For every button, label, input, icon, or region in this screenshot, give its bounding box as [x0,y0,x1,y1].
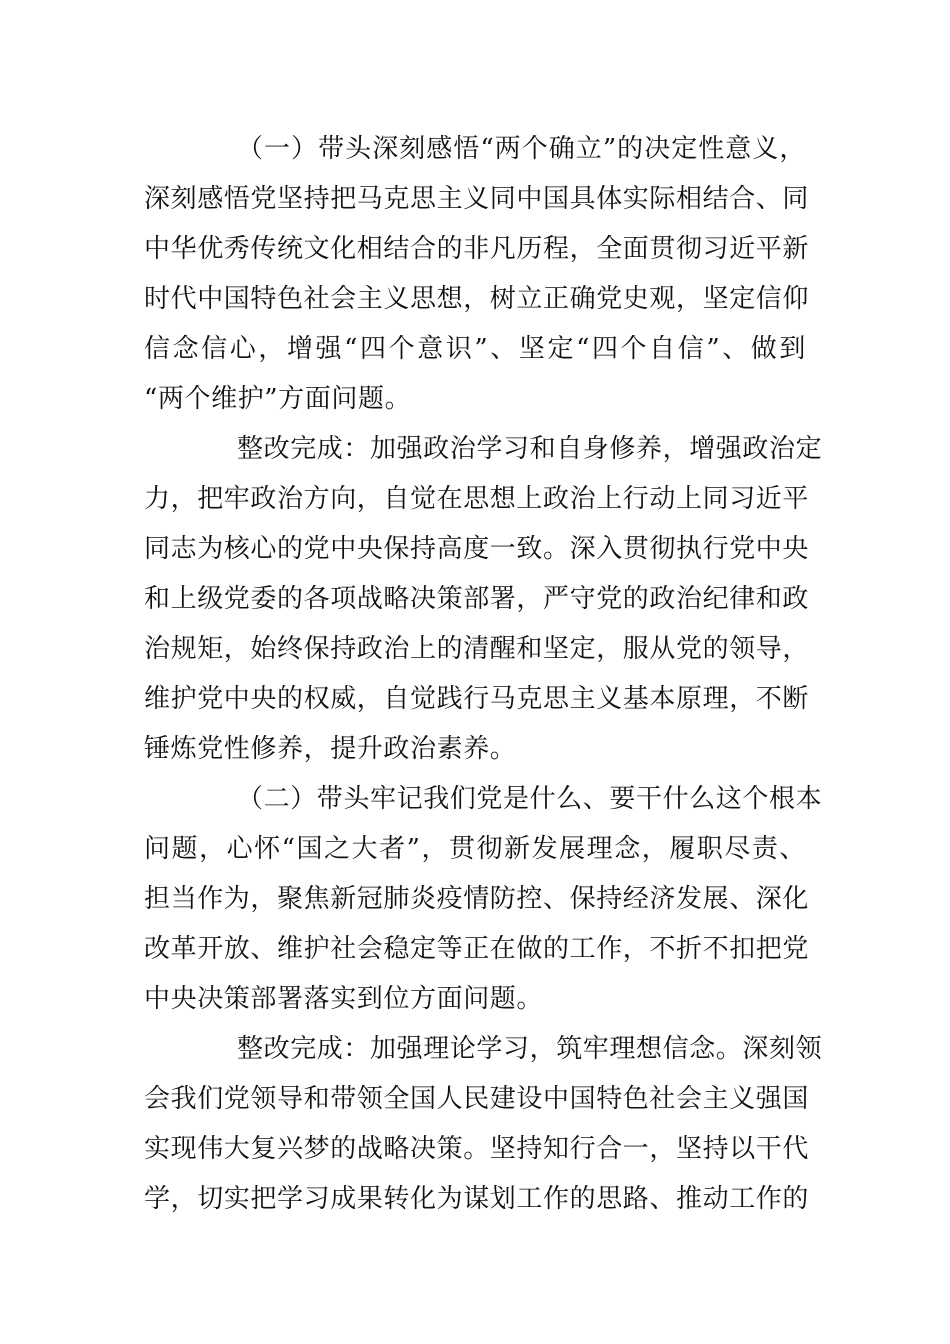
paragraph-line: 力，把牢政治方向，自觉在思想上政治上行动上同习近平 [144,484,810,514]
paragraph-2 [144,424,823,774]
paragraph-line: 实现伟大复兴梦的战略决策。坚持知行合一，坚持以干代 [144,1134,810,1164]
paragraph-line: 改革开放、维护社会稳定等正在做的工作，不折不扣把党 [144,934,810,964]
paragraph-line: 时代中国特色社会主义思想，树立正确党史观，坚定信仰 [144,284,810,314]
paragraph-line: 同志为核心的党中央保持高度一致。深入贯彻执行党中央 [144,534,810,564]
paragraph-line: 信念信心，增强“四个意识”、坚定“四个自信”、做到 [144,334,806,364]
paragraph-line: 和上级党委的各项战略决策部署，严守党的政治纪律和政 [144,584,810,614]
paragraph-line: 锤炼党性修养，提升政治素养。 [144,734,517,764]
paragraph-line: 深刻感悟党坚持把马克思主义同中国具体实际相结合、同 [144,184,810,214]
paragraph-line: 中华优秀传统文化相结合的非凡历程，全面贯彻习近平新 [144,234,810,264]
paragraph-line: 担当作为，聚焦新冠肺炎疫情防控、保持经济发展、深化 [144,884,810,914]
paragraph-line: （二）带头牢记我们党是什么、要干什么这个根本 [237,784,823,814]
paragraph-3 [144,774,823,1024]
paragraph-line: 治规矩，始终保持政治上的清醒和坚定，服从党的领导， [144,634,810,664]
paragraph-line: 整改完成：加强理论学习，筑牢理想信念。深刻领 [237,1034,823,1064]
document-body [144,124,823,1224]
paragraph-1 [144,124,810,424]
paragraph-line: （一）带头深刻感悟“两个确立”的决定性意义， [237,134,806,164]
paragraph-line: 维护党中央的权威，自觉践行马克思主义基本原理，不断 [144,684,810,714]
paragraph-line: 中央决策部署落实到位方面问题。 [144,984,544,1014]
paragraph-line: 整改完成：加强政治学习和自身修养，增强政治定 [237,434,823,464]
paragraph-line: 会我们党领导和带领全国人民建设中国特色社会主义强国 [144,1084,810,1114]
paragraph-line: 问题，心怀“国之大者”，贯彻新发展理念，履职尽责、 [144,834,806,864]
paragraph-line: 学，切实把学习成果转化为谋划工作的思路、推动工作的 [144,1184,810,1214]
paragraph-line: “两个维护”方面问题。 [144,384,412,414]
paragraph-4 [144,1024,823,1224]
